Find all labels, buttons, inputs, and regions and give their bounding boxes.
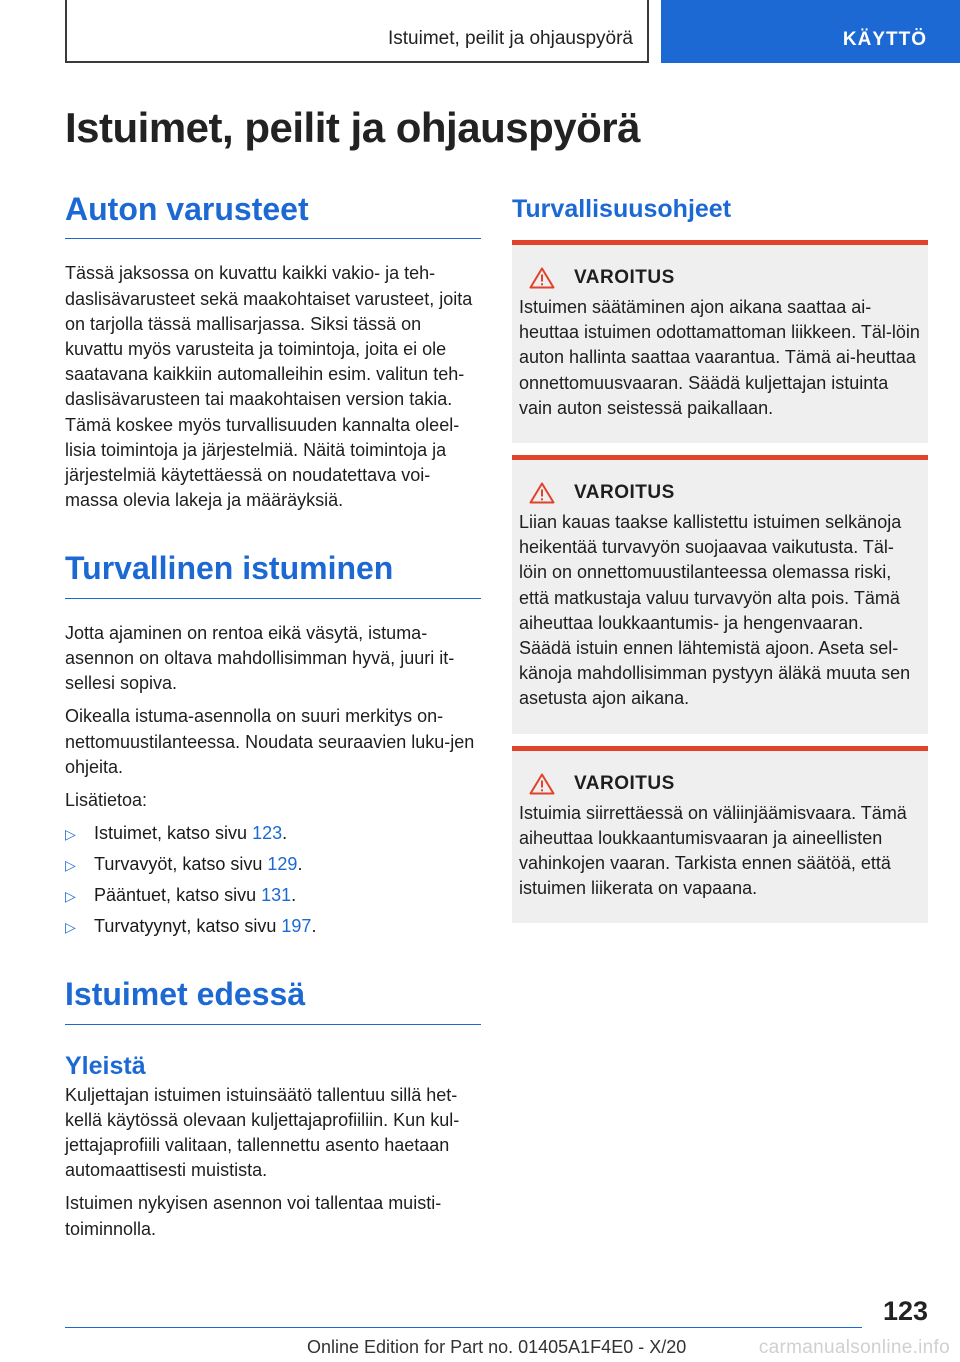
heading-istuimet-edessa: Istuimet edessä — [65, 975, 481, 1024]
header-section-frame — [65, 0, 649, 63]
right-column — [512, 190, 928, 923]
paragraph-varusteet: Tässä jaksossa on kuvattu kaikki vakio- ja teh-daslisävarusteet sekä maakohtaiset varusteet, joita on tarjolla tässä mallisarjassa. Siksi tässä on kuvattu myös varusteita ja toimintoja, joita ei ole saatavana kaikkiin automalleihin esim. valitun teh-daslisävarusteen tai maakohtaisen version takia. Tämä koskee myös turvallisuuden kannalta oleel-lisia toimintoja ja järjestelmiä. Näitä toimintoja ja järjestelmiä käytettäessä on noudatettava voi-massa olevia lakeja ja määräyksiä. — [65, 263, 473, 511]
warning-text: Istuimen säätäminen ajon aikana saattaa ai-heuttaa istuimen odottamattoman liikkeen. Täl-löin auton hallinta saattaa vaarantua. Tämä ai-heuttaa onnettomuusvaaran. Säädä kuljettajan istuinta vain auton seistessä paikallaan. — [519, 297, 920, 418]
heading-turvallinen-istuminen: Turvallinen istuminen — [65, 549, 481, 598]
reference-list — [65, 821, 481, 939]
footer-edition: Online Edition for Part no. 01405A1F4E0 - X/20 — [307, 1337, 687, 1357]
warning-title: VAROITUS — [574, 482, 675, 504]
warning-title: VAROITUS — [574, 267, 675, 288]
heading-turvallisuusohjeet: Turvallisuusohjeet — [512, 195, 732, 223]
list-item[interactable]: ▷ Turvavyöt, katso sivu 129. — [65, 852, 481, 877]
page-link[interactable]: 197 — [281, 916, 312, 937]
footer-divider — [65, 1327, 862, 1328]
page-number: 123 — [882, 1296, 928, 1326]
warning-triangle-icon — [529, 482, 555, 504]
warning-box — [512, 746, 928, 924]
list-item[interactable]: ▷ Istuimet, katso sivu 123. — [65, 821, 481, 846]
page-link[interactable]: 129 — [267, 854, 298, 875]
warning-title: VAROITUS — [574, 772, 675, 794]
list-item[interactable]: ▷ Turvatyynyt, katso sivu 197. — [65, 914, 481, 939]
triangle-bullet-icon: ▷ — [65, 888, 76, 905]
paragraph-onnettomuus: Oikealla istuma-asennolla on suuri merkitys on-nettomuustilanteessa. Noudata seuraavien luku-jen ohjeita. — [65, 706, 475, 777]
warning-triangle-icon — [529, 267, 555, 289]
warning-text: Istuimia siirrettäessä on väliinjäämisvaara. Tämä aiheuttaa loukkaantumisvaaran ja aineellisten vahinkojen vaaran. Tarkista ennen säätöä, että istuimen liikerata on vapaana. — [519, 802, 907, 899]
list-item[interactable]: ▷ Pääntuet, katso sivu 131. — [65, 883, 481, 908]
header-chapter-tab[interactable]: KÄYTTÖ — [661, 0, 960, 63]
left-column — [65, 190, 481, 1242]
heading-auton-varusteet: Auton varusteet — [65, 190, 481, 239]
triangle-bullet-icon: ▷ — [65, 826, 76, 843]
page-title: Istuimet, peilit ja ohjauspyörä — [65, 104, 640, 151]
warning-box — [512, 455, 928, 734]
warning-box — [512, 240, 928, 443]
warning-triangle-icon — [529, 773, 555, 795]
paragraph-muistitoiminto: Istuimen nykyisen asennon voi tallentaa muisti-toiminnolla. — [65, 1193, 442, 1239]
header-section-title: Istuimet, peilit ja ohjauspyörä — [387, 28, 633, 49]
triangle-bullet-icon: ▷ — [65, 857, 76, 874]
paragraph-kuljettajaprofiili: Kuljettajan istuimen istuinsäätö tallentuu sillä het-kellä käytössä olevaan kuljettajaprofiiliin. Kun kul-jettajaprofiili valitaan, tallennettu asento haetaan automaattisesti muistista. — [65, 1084, 460, 1181]
watermark: carmanualsonline.info — [758, 1337, 950, 1358]
paragraph-istuma-asento: Jotta ajaminen on rentoa eikä väsytä, istuma-asennon on oltava mahdollisimman hyvä, juuri it-sellesi sopiva. — [65, 622, 455, 694]
page-link[interactable]: 123 — [252, 823, 283, 844]
warning-text: Liian kauas taakse kallistettu istuimen selkänoja heikentää turvavyön suojaavaa vaikutusta. Täl-löin on onnettomuustilanteessa olemassa riski, että matkustaja valuu turvavyön alta pois. Tämä aiheuttaa loukkaantumis- ja hengenvaaran. Säädä istuin ennen lähtemistä ajoon. Aseta sel-känoja mahdollisimman pystyyn äläkä muuta sen asetusta ajon aikana. — [519, 512, 911, 709]
more-info-label: Lisätietoa: — [65, 790, 148, 811]
subheading-yleista: Yleistä — [65, 1051, 146, 1080]
page-link[interactable]: 131 — [261, 885, 292, 906]
triangle-bullet-icon: ▷ — [65, 919, 76, 936]
